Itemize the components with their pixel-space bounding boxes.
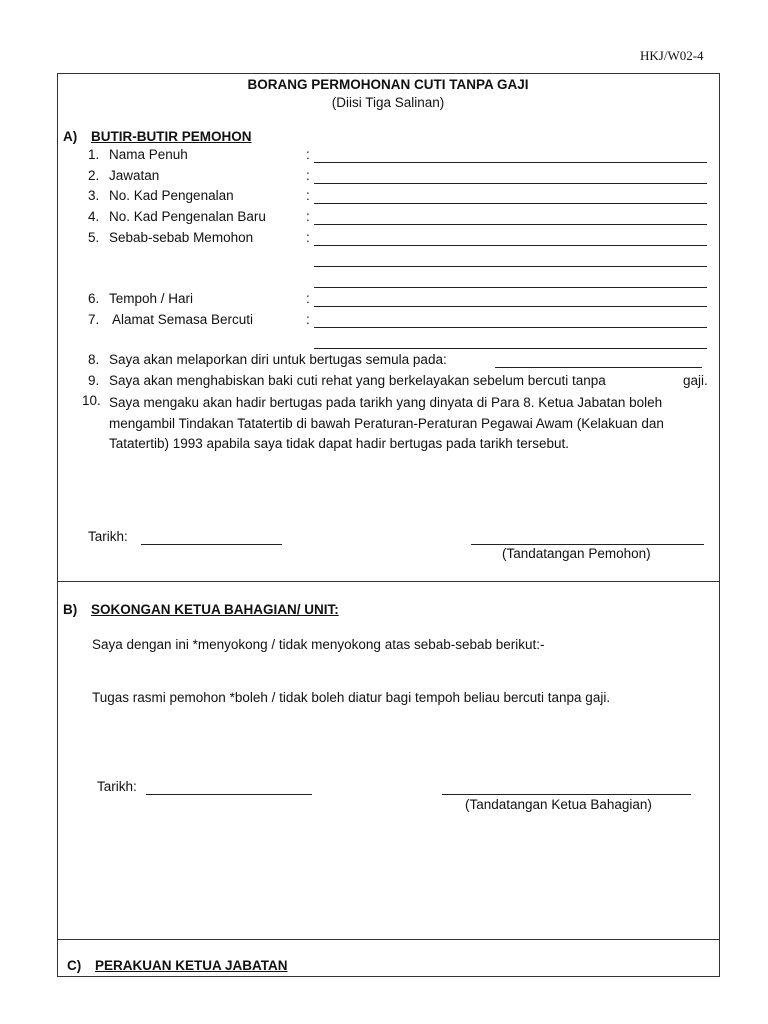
- reason-input-line-2[interactable]: [314, 266, 707, 267]
- field-label: Nama Penuh: [109, 147, 188, 162]
- section-divider-ab: [57, 581, 720, 582]
- section-divider-bc: [57, 939, 720, 940]
- field-number: 2.: [88, 168, 100, 183]
- field-label: No. Kad Pengenalan Baru: [109, 209, 266, 224]
- applicant-signature-line[interactable]: [471, 544, 704, 545]
- field-colon: :: [306, 312, 310, 327]
- form-code: HKJ/W02-4: [640, 48, 704, 63]
- section-c-heading: PERAKUAN KETUA JABATAN: [95, 958, 288, 973]
- field-label: No. Kad Pengenalan: [109, 188, 234, 203]
- field-number: 4.: [88, 209, 100, 224]
- field-colon: :: [306, 291, 310, 306]
- field-colon: :: [306, 230, 310, 245]
- form-title: BORANG PERMOHONAN CUTI TANPA GAJI: [247, 77, 529, 92]
- head-date-label: Tarikh:: [97, 779, 137, 794]
- field-number: 6.: [88, 291, 100, 306]
- ic-number-input-line[interactable]: [314, 203, 707, 204]
- item-9-end: gaji.: [683, 373, 708, 388]
- applicant-date-input-line[interactable]: [141, 544, 282, 545]
- item-9-text: Saya akan menghabiskan baki cuti rehat yang berkelayakan sebelum bercuti tanpa: [109, 373, 606, 388]
- head-signature-line[interactable]: [442, 794, 691, 795]
- item-10-text: Saya mengaku akan hadir bertugas pada tarikh yang dinyata di Para 8. Ketua Jabatan boleh mengambil Tindakan Tatatertib di bawah Peraturan-Peraturan Pegawai Awam (Kelakuan dan Tatatertib) 1993 apabila saya tidak dapat hadir bertugas pada tarikh tersebut.: [109, 395, 664, 451]
- section-b-heading: SOKONGAN KETUA BAHAGIAN/ UNIT:: [91, 602, 339, 617]
- field-number: 5.: [88, 230, 100, 245]
- field-colon: :: [306, 188, 310, 203]
- field-label: Sebab-sebab Memohon: [109, 230, 254, 245]
- section-a-letter: A): [63, 129, 78, 144]
- reason-input-line-3[interactable]: [314, 287, 707, 288]
- new-ic-number-input-line[interactable]: [314, 224, 707, 225]
- field-label: Alamat Semasa Bercuti: [112, 312, 254, 327]
- field-colon: :: [306, 147, 310, 162]
- item-10-number: 10.: [82, 393, 101, 408]
- applicant-signature-caption: (Tandatangan Pemohon): [502, 546, 651, 561]
- field-number: 7.: [88, 312, 100, 327]
- address-input-line-1[interactable]: [314, 327, 707, 328]
- section-b-duty-text: Tugas rasmi pemohon *boleh / tidak boleh diatur bagi tempoh beliau bercuti tanpa gaji.: [92, 690, 611, 705]
- return-date-input-line[interactable]: [495, 367, 702, 368]
- reason-input-line-1[interactable]: [314, 245, 707, 246]
- name-input-line[interactable]: [314, 162, 707, 163]
- section-b-support-text: Saya dengan ini *menyokong / tidak menyokong atas sebab-sebab berikut:-: [92, 637, 545, 652]
- field-label: Jawatan: [109, 168, 160, 183]
- item-9-number: 9.: [88, 373, 100, 388]
- item-8-text: Saya akan melaporkan diri untuk bertugas semula pada:: [109, 352, 447, 367]
- applicant-date-label: Tarikh:: [88, 529, 128, 544]
- section-c-letter: C): [67, 958, 82, 973]
- address-input-line-2[interactable]: [314, 348, 707, 349]
- field-colon: :: [306, 209, 310, 224]
- duration-input-line[interactable]: [314, 306, 707, 307]
- position-input-line[interactable]: [314, 183, 707, 184]
- field-label: Tempoh / Hari: [109, 291, 194, 306]
- field-number: 1.: [88, 147, 100, 162]
- head-signature-caption: (Tandatangan Ketua Bahagian): [465, 797, 652, 812]
- item-8-number: 8.: [88, 352, 100, 367]
- section-b-letter: B): [63, 602, 78, 617]
- form-subtitle: (Diisi Tiga Salinan): [331, 95, 445, 110]
- field-number: 3.: [88, 188, 100, 203]
- field-colon: :: [306, 168, 310, 183]
- head-date-input-line[interactable]: [146, 794, 312, 795]
- section-a-heading: BUTIR-BUTIR PEMOHON: [91, 129, 252, 144]
